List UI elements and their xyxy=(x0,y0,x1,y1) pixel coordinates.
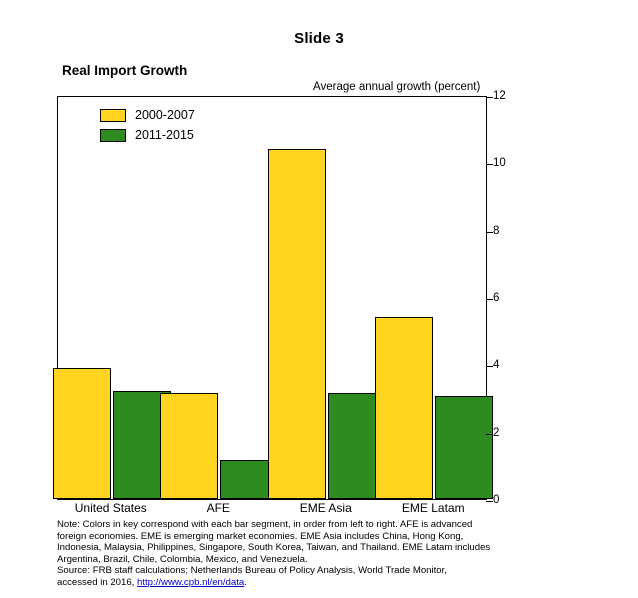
bars-layer xyxy=(58,97,486,499)
x-axis-label: United States xyxy=(74,501,147,515)
bar xyxy=(53,368,111,499)
y-axis-tick xyxy=(486,366,493,367)
footnote-line-6-suffix: . xyxy=(244,576,247,588)
y-axis-tick-label: 4 xyxy=(493,359,500,372)
source-link[interactable]: http://www.cpb.nl/en/data xyxy=(137,576,245,588)
y-axis-tick-label: 2 xyxy=(493,426,500,439)
legend-item-1 xyxy=(100,128,195,142)
footnote-line-4: Argentina, Brazil, Chile, Colombia, Mexico, and Venezuela. xyxy=(57,553,308,565)
bar xyxy=(268,149,326,499)
footnote-line-2: foreign economies. EME is emerging market economies. EME Asia includes China, Hong Kong, xyxy=(57,530,464,542)
x-axis-label: EME Latam xyxy=(401,501,465,515)
bar-group xyxy=(273,97,381,499)
chart-legend xyxy=(100,108,195,148)
bar xyxy=(435,396,493,499)
y-axis-tick-label: 6 xyxy=(493,292,500,304)
bar xyxy=(375,317,433,499)
x-axis-label: AFE xyxy=(206,501,230,515)
bar-group xyxy=(58,97,166,499)
x-axis-category-labels xyxy=(57,501,487,519)
footnote-line-6-prefix: accessed in 2016, xyxy=(57,576,138,588)
y-axis-tick xyxy=(486,434,493,435)
y-axis-tick-label: 8 xyxy=(493,224,500,237)
y-axis-tick-label: 12 xyxy=(493,90,506,102)
bar xyxy=(160,393,218,499)
y-axis-tick-label: 0 xyxy=(493,494,500,506)
legend-label-1: 2011-2015 xyxy=(135,128,194,142)
y-axis-tick xyxy=(486,501,493,502)
y-axis-tick xyxy=(486,299,493,300)
legend-label-0: 2000-2007 xyxy=(135,108,195,122)
y-axis-tick xyxy=(486,164,493,165)
axis-units-label: Average annual growth (percent) xyxy=(313,81,481,93)
y-axis-tick xyxy=(486,97,493,98)
footnote-line-3: Indonesia, Malaysia, Philippines, Singapore, South Korea, Taiwan, and Thailand. EME Latam includes xyxy=(57,542,491,554)
x-axis-label: EME Asia xyxy=(299,501,352,515)
chart-title: Real Import Growth xyxy=(62,63,188,78)
legend-item-0 xyxy=(100,108,195,122)
y-axis-tick-label: 10 xyxy=(493,157,506,170)
chart-footnote xyxy=(57,519,507,589)
bar-group xyxy=(381,97,489,499)
y-axis-tick xyxy=(486,232,493,233)
footnote-line-5: Source: FRB staff calculations; Netherlands Bureau of Policy Analysis, World Trade Monitor, xyxy=(57,565,447,577)
slide-title: Slide 3 xyxy=(294,30,344,47)
legend-swatch-icon-1 xyxy=(100,129,126,142)
footnote-line-1: Note: Colors in key correspond with each bar segment, in order from left to right. AFE is advanced xyxy=(57,519,473,530)
legend-swatch-icon-0 xyxy=(100,109,126,122)
chart-plot-area xyxy=(57,96,487,500)
bar-group xyxy=(166,97,274,499)
